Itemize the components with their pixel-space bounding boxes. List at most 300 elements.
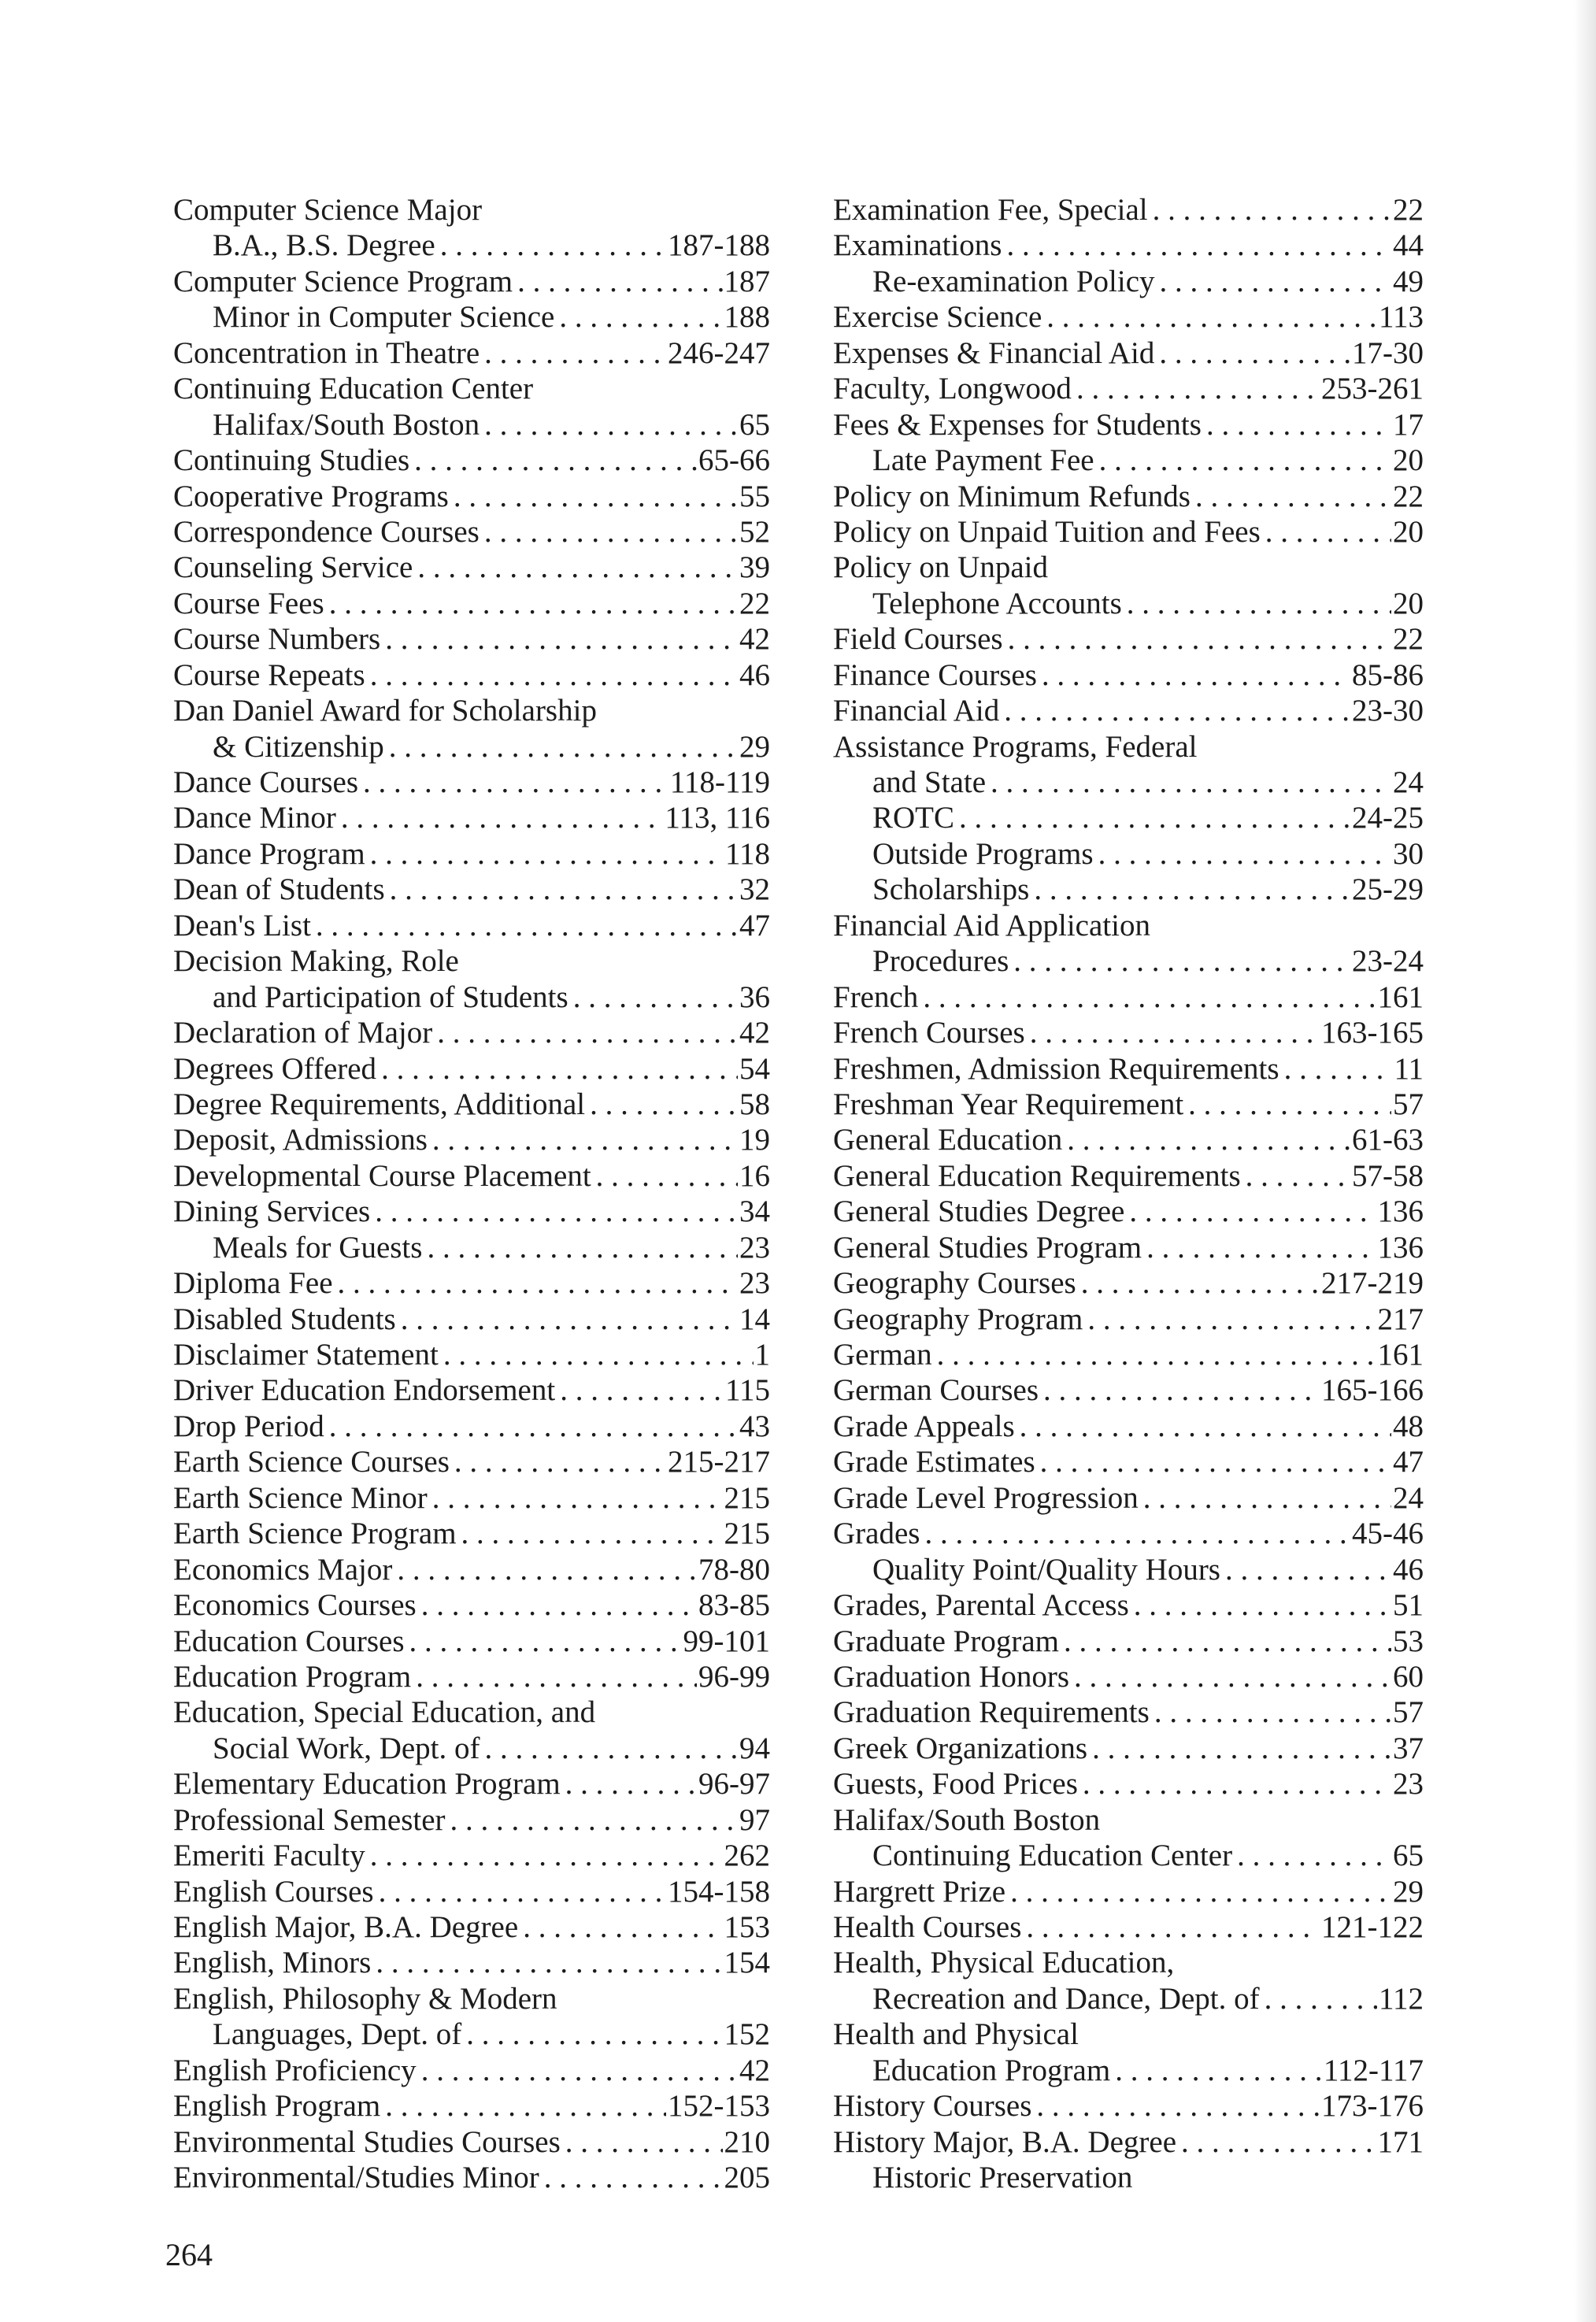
index-entry-pages: 46 xyxy=(1393,1552,1424,1587)
dot-leader xyxy=(932,1337,1376,1372)
index-entry xyxy=(173,228,770,263)
index-entry-pages: 23-30 xyxy=(1352,694,1424,728)
index-entry-pages: 171 xyxy=(1377,2124,1424,2159)
index-entry-label: Dance Courses xyxy=(173,765,359,799)
index-entry xyxy=(173,407,770,443)
index-entry xyxy=(833,586,1424,621)
index-entry xyxy=(833,1838,1424,1873)
index-entry-pages: 20 xyxy=(1393,586,1424,620)
index-entry-label: English, Minors xyxy=(173,1946,372,1980)
dot-leader xyxy=(1015,1409,1391,1444)
index-entry xyxy=(173,1194,770,1229)
index-entry-label: Grade Appeals xyxy=(833,1409,1015,1443)
index-entry-pages: 205 xyxy=(724,2161,770,2195)
index-entry xyxy=(173,1480,770,1516)
index-entry xyxy=(833,1909,1424,1945)
index-entry-label: Grade Level Progression xyxy=(833,1480,1139,1515)
index-entry-label: Driver Education Endorsement xyxy=(173,1373,556,1408)
index-entry-pages: 57 xyxy=(1393,1695,1424,1730)
index-entry-label: Course Numbers xyxy=(173,622,381,657)
index-entry-pages: 36 xyxy=(739,980,770,1014)
index-entry-pages: 65 xyxy=(739,407,770,442)
index-entry-pages: 154-158 xyxy=(668,1874,770,1909)
index-entry-pages: 20 xyxy=(1393,514,1424,549)
index-entry-label: Guests, Food Prices xyxy=(833,1767,1078,1802)
dot-leader xyxy=(385,872,738,907)
index-entry-pages: 161 xyxy=(1377,1338,1424,1372)
dot-leader xyxy=(1002,228,1391,263)
dot-leader xyxy=(1076,1265,1320,1301)
index-entry-pages: 115 xyxy=(724,1373,770,1408)
index-entry-pages: 246-247 xyxy=(668,335,770,370)
dot-leader xyxy=(392,1552,697,1587)
dot-leader xyxy=(1062,1122,1350,1157)
index-entry xyxy=(173,2160,770,2195)
dot-leader xyxy=(1122,586,1391,621)
dot-leader xyxy=(1087,1731,1391,1766)
dot-leader xyxy=(439,1337,754,1372)
index-entry xyxy=(833,1480,1424,1516)
index-entry-pages: 136 xyxy=(1377,1194,1424,1229)
index-entry-label: Telephone Accounts xyxy=(872,586,1122,620)
index-entry-label: Professional Semester xyxy=(173,1802,446,1837)
index-entry-label: Halifax/South Boston xyxy=(213,407,480,442)
index-entry-label: Continuing Studies xyxy=(173,443,410,478)
dot-leader xyxy=(461,2016,722,2052)
dot-leader xyxy=(1183,1087,1391,1122)
index-entry xyxy=(833,1587,1424,1623)
index-entry xyxy=(173,1909,770,1945)
index-entry-label: Deposit, Admissions xyxy=(173,1123,428,1157)
index-entry-label: Elementary Education Program xyxy=(173,1767,561,1802)
index-entry-label: Faculty, Longwood xyxy=(833,372,1072,406)
index-entry xyxy=(173,1372,770,1408)
index-entry-label: Assistance Programs, Federal xyxy=(833,729,1198,764)
index-entry xyxy=(173,550,770,585)
index-entry xyxy=(173,371,770,406)
index-entry-pages: 58 xyxy=(739,1087,770,1121)
dot-leader xyxy=(409,443,697,478)
index-entry xyxy=(833,1731,1424,1766)
index-entry-label: Health Courses xyxy=(833,1910,1022,1944)
index-entry-label: Graduation Requirements xyxy=(833,1695,1150,1730)
index-entry-label: Social Work, Dept. of xyxy=(213,1731,480,1765)
dot-leader xyxy=(539,2160,723,2195)
dot-leader xyxy=(405,1624,682,1659)
index-entry-label: Field Courses xyxy=(833,622,1003,657)
index-entry-pages: 47 xyxy=(1393,1445,1424,1479)
index-entry-pages: 97 xyxy=(739,1802,770,1837)
dot-leader xyxy=(336,800,664,835)
index-entry-pages: 34 xyxy=(739,1194,770,1229)
index-entry-pages: 152-153 xyxy=(668,2089,770,2124)
index-entry-label: Drop Period xyxy=(173,1409,324,1443)
index-entry xyxy=(173,1874,770,1909)
index-entry xyxy=(173,1552,770,1587)
dot-leader xyxy=(1005,1874,1391,1909)
index-entry xyxy=(833,264,1424,299)
index-entry xyxy=(173,1158,770,1194)
index-entry-label: Cooperative Programs xyxy=(173,479,449,513)
index-entry-label: Earth Science Program xyxy=(173,1517,457,1551)
dot-leader xyxy=(561,1766,697,1802)
dot-leader xyxy=(1124,1194,1376,1229)
index-entry xyxy=(833,657,1424,693)
dot-leader xyxy=(1154,335,1350,371)
dot-leader xyxy=(1261,514,1391,550)
index-entry-pages: 187 xyxy=(724,264,770,298)
index-entry xyxy=(173,514,770,550)
dot-leader xyxy=(1220,1552,1391,1587)
index-entry xyxy=(833,1158,1424,1194)
index-entry xyxy=(173,2124,770,2160)
index-entry-label: Late Payment Fee xyxy=(872,443,1094,478)
index-entry xyxy=(173,1516,770,1551)
index-entry-label: Health and Physical xyxy=(833,2017,1079,2052)
dot-leader xyxy=(1035,1444,1391,1479)
index-entry xyxy=(173,299,770,335)
index-entry-pages: 61-63 xyxy=(1352,1123,1424,1157)
index-entry xyxy=(833,1624,1424,1659)
index-entry-pages: 23 xyxy=(1393,1767,1424,1802)
index-entry-pages: 78-80 xyxy=(698,1552,770,1587)
index-entry-label: Financial Aid xyxy=(833,694,1000,728)
dot-leader xyxy=(986,765,1391,800)
index-entry-label: Degree Requirements, Additional xyxy=(173,1087,586,1121)
index-entry xyxy=(173,1409,770,1444)
index-entry-pages: 161 xyxy=(1377,980,1424,1014)
dot-leader xyxy=(1094,443,1391,478)
dot-leader xyxy=(1191,479,1391,514)
index-entry xyxy=(173,657,770,693)
index-entry-label: Course Repeats xyxy=(173,657,365,692)
index-entry xyxy=(833,371,1424,406)
index-entry-pages: 112-117 xyxy=(1323,2053,1424,2087)
dot-leader xyxy=(1021,1909,1320,1945)
index-entry-label: Dance Program xyxy=(173,836,365,871)
dot-leader xyxy=(554,299,722,335)
index-entry-pages: 49 xyxy=(1393,264,1424,298)
index-entry xyxy=(173,1945,770,1980)
index-entry xyxy=(833,299,1424,335)
index-entry-pages: 23 xyxy=(739,1266,770,1301)
index-entry-label: Grades xyxy=(833,1517,920,1551)
index-entry-pages: 42 xyxy=(739,2053,770,2087)
dot-leader xyxy=(1031,2088,1320,2124)
index-entry xyxy=(833,479,1424,514)
dot-leader xyxy=(480,1731,739,1766)
dot-leader xyxy=(1260,1981,1377,2016)
dot-leader xyxy=(365,657,738,693)
index-entry-label: Disclaimer Statement xyxy=(173,1338,439,1372)
index-column-right xyxy=(833,192,1424,2196)
index-entry-label: Graduation Honors xyxy=(833,1659,1070,1694)
index-entry-label: Grades, Parental Access xyxy=(833,1588,1129,1623)
dot-leader xyxy=(435,228,666,263)
dot-leader xyxy=(376,1051,738,1087)
index-entry xyxy=(833,2016,1424,2052)
index-entry xyxy=(173,729,770,765)
index-entry xyxy=(173,2053,770,2088)
page-number: 264 xyxy=(165,2237,213,2272)
index-entry xyxy=(833,1015,1424,1050)
index-entry xyxy=(833,1444,1424,1479)
dot-leader xyxy=(1232,1838,1391,1873)
index-entry xyxy=(833,908,1424,943)
index-entry-label: Earth Science Minor xyxy=(173,1480,428,1515)
index-entry-label: Exercise Science xyxy=(833,300,1042,335)
index-entry-label: Education Program xyxy=(173,1659,412,1694)
index-entry xyxy=(173,586,770,621)
index-column-left xyxy=(173,192,770,2196)
index-entry xyxy=(833,729,1424,765)
index-entry xyxy=(173,1122,770,1157)
dot-leader xyxy=(1029,872,1350,907)
index-entry-label: Outside Programs xyxy=(872,836,1094,871)
dot-leader xyxy=(422,1230,738,1265)
index-entry-pages: 46 xyxy=(739,657,770,692)
index-entry-pages: 152 xyxy=(724,2017,770,2052)
index-entry-label: Minor in Computer Science xyxy=(213,300,555,335)
index-entry xyxy=(173,479,770,514)
index-entry xyxy=(173,1587,770,1623)
index-entry-pages: 94 xyxy=(739,1731,770,1765)
index-entry-pages: 215 xyxy=(724,1517,770,1551)
index-entry-pages: 17-30 xyxy=(1352,335,1424,370)
index-entry xyxy=(833,550,1424,585)
index-entry-pages: 85-86 xyxy=(1352,657,1424,692)
index-entry-label: Examinations xyxy=(833,228,1002,263)
dot-leader xyxy=(561,2124,723,2160)
dot-leader xyxy=(1003,621,1391,657)
index-entry xyxy=(833,836,1424,872)
index-entry xyxy=(833,1945,1424,1980)
index-entry-label: Environmental Studies Courses xyxy=(173,2124,561,2159)
index-entry-pages: 118-119 xyxy=(669,765,770,799)
index-entry-label: Correspondence Courses xyxy=(173,514,480,549)
index-entry-label: Quality Point/Quality Hours xyxy=(872,1552,1220,1587)
index-entry-label: Degrees Offered xyxy=(173,1051,377,1086)
index-entry-pages: 96-99 xyxy=(698,1659,770,1694)
dot-leader xyxy=(1155,264,1391,299)
index-entry xyxy=(173,264,770,299)
dot-leader xyxy=(568,980,738,1015)
index-entry xyxy=(173,2016,770,2052)
index-entry-pages: 165-166 xyxy=(1321,1373,1424,1408)
index-entry-pages: 136 xyxy=(1377,1230,1424,1265)
index-entry xyxy=(833,2053,1424,2088)
index-entry-label: Historic Preservation xyxy=(872,2161,1133,2195)
index-entry-pages: 1 xyxy=(754,1338,770,1372)
index-entry xyxy=(833,943,1424,979)
index-entry-pages: 55 xyxy=(739,479,770,513)
index-entry-label: Health, Physical Education, xyxy=(833,1946,1175,1980)
index-entry xyxy=(833,621,1424,657)
index-entry-pages: 65-66 xyxy=(698,443,770,478)
index-entry xyxy=(833,1694,1424,1730)
index-entry xyxy=(833,1337,1424,1372)
index-entry xyxy=(173,1624,770,1659)
dot-leader xyxy=(1078,1766,1391,1802)
index-entry-label: French xyxy=(833,980,919,1014)
dot-leader xyxy=(1139,1480,1391,1516)
index-entry xyxy=(173,980,770,1015)
index-entry-label: Hargrett Prize xyxy=(833,1874,1006,1909)
index-entry xyxy=(833,1766,1424,1802)
index-entry-pages: 29 xyxy=(739,729,770,764)
index-entry xyxy=(173,1015,770,1050)
index-entry-label: Freshman Year Requirement xyxy=(833,1087,1184,1121)
index-entry xyxy=(833,407,1424,443)
dot-leader xyxy=(413,550,738,585)
dot-leader xyxy=(370,1194,738,1229)
index-entry xyxy=(833,1409,1424,1444)
index-entry-label: Dan Daniel Award for Scholarship xyxy=(173,694,597,728)
index-entry xyxy=(173,765,770,800)
index-entry xyxy=(173,443,770,478)
index-entry xyxy=(173,1265,770,1301)
index-entry-pages: 11 xyxy=(1394,1051,1424,1086)
index-entry-label: Continuing Education Center xyxy=(872,1839,1233,1873)
dot-leader xyxy=(1042,299,1377,335)
dot-leader xyxy=(999,693,1350,728)
index-entry xyxy=(833,1874,1424,1909)
index-entry-label: Earth Science Courses xyxy=(173,1445,450,1479)
index-entry xyxy=(833,2124,1424,2160)
index-entry xyxy=(833,2160,1424,2195)
index-entry xyxy=(833,1230,1424,1265)
index-entry xyxy=(833,192,1424,228)
index-entry xyxy=(833,765,1424,800)
index-entry-pages: 210 xyxy=(724,2124,770,2159)
index-entry-label: Policy on Unpaid Tuition and Fees xyxy=(833,514,1261,549)
index-entry-label: English Major, B.A. Degree xyxy=(173,1910,519,1944)
index-entry xyxy=(173,192,770,228)
index-entry-pages: 96-97 xyxy=(698,1767,770,1802)
index-entry-label: Dining Services xyxy=(173,1194,371,1229)
index-entry xyxy=(833,1194,1424,1229)
index-entry xyxy=(173,693,770,728)
index-entry-label: Education Courses xyxy=(173,1624,405,1658)
dot-leader xyxy=(1148,192,1391,228)
index-entry-label: Dean's List xyxy=(173,908,311,943)
dot-leader xyxy=(954,800,1350,835)
index-entry-pages: 215 xyxy=(724,1480,770,1515)
dot-leader xyxy=(480,407,738,443)
page-edge-shadow xyxy=(1574,0,1596,2322)
index-entry xyxy=(833,2088,1424,2124)
dot-leader xyxy=(1279,1051,1393,1087)
index-entry xyxy=(173,1731,770,1766)
dot-leader xyxy=(1110,2053,1322,2088)
index-entry-label: English Proficiency xyxy=(173,2053,417,2087)
index-entry-pages: 24 xyxy=(1393,1480,1424,1515)
index-entry-label: Scholarships xyxy=(872,872,1030,907)
dot-leader xyxy=(333,1265,738,1301)
index-entry-label: Computer Science Program xyxy=(173,264,513,298)
index-entry-label: General Studies Program xyxy=(833,1230,1142,1265)
index-entry-pages: 43 xyxy=(739,1409,770,1443)
index-entry-label: Freshmen, Admission Requirements xyxy=(833,1051,1279,1086)
index-entry-label: History Major, B.A. Degree xyxy=(833,2124,1177,2159)
index-entry-pages: 24-25 xyxy=(1352,801,1424,835)
index-entry xyxy=(833,1051,1424,1087)
index-entry-pages: 16 xyxy=(739,1158,770,1193)
index-entry xyxy=(173,836,770,872)
index-entry xyxy=(173,1051,770,1087)
index-entry-pages: 217-219 xyxy=(1321,1266,1424,1301)
dot-leader xyxy=(1025,1015,1320,1050)
index-entry xyxy=(833,693,1424,728)
dot-leader xyxy=(1129,1587,1391,1623)
dot-leader xyxy=(380,621,738,657)
index-entry-pages: 173-176 xyxy=(1321,2089,1424,2124)
dot-leader xyxy=(585,1087,738,1122)
index-entry-label: Re-examination Policy xyxy=(872,264,1155,298)
index-entry-pages: 14 xyxy=(739,1302,770,1336)
dot-leader xyxy=(396,1302,738,1337)
index-entry-label: & Citizenship xyxy=(213,729,384,764)
index-entry-pages: 65 xyxy=(1393,1839,1424,1873)
index-entry-pages: 30 xyxy=(1393,836,1424,871)
index-entry-pages: 57 xyxy=(1393,1087,1424,1121)
index-entry-pages: 154 xyxy=(724,1946,770,1980)
dot-leader xyxy=(513,264,722,299)
dot-leader xyxy=(480,335,666,371)
dot-leader xyxy=(1094,836,1391,872)
index-entry-pages: 253-261 xyxy=(1321,372,1424,406)
index-entry-label: Dean of Students xyxy=(173,872,385,907)
index-entry-pages: 187-188 xyxy=(668,228,770,263)
dot-leader xyxy=(417,1587,697,1623)
index-entry xyxy=(173,2088,770,2124)
index-entry-label: Grade Estimates xyxy=(833,1445,1035,1479)
index-entry xyxy=(833,514,1424,550)
index-entry-pages: 118 xyxy=(724,836,770,871)
index-entry-label: English Courses xyxy=(173,1874,374,1909)
index-entry xyxy=(833,1552,1424,1587)
index-entry-label: Geography Program xyxy=(833,1302,1083,1336)
dot-leader xyxy=(432,1015,738,1050)
index-entry-pages: 215-217 xyxy=(668,1445,770,1479)
index-entry-pages: 22 xyxy=(739,586,770,620)
index-entry-label: Decision Making, Role xyxy=(173,944,459,979)
index-entry-pages: 121-122 xyxy=(1321,1910,1424,1944)
index-entry-pages: 22 xyxy=(1393,479,1424,513)
index-entry-label: Finance Courses xyxy=(833,657,1037,692)
dot-leader xyxy=(450,1444,666,1479)
index-entry xyxy=(173,1337,770,1372)
index-entry-label: Declaration of Major xyxy=(173,1016,433,1050)
dot-leader xyxy=(1083,1302,1376,1337)
index-entry-pages: 217 xyxy=(1377,1302,1424,1336)
index-entry xyxy=(833,872,1424,907)
index-entry xyxy=(173,872,770,907)
index-entry-label: Procedures xyxy=(872,944,1009,979)
index-entry-label: Course Fees xyxy=(173,586,324,620)
dot-leader xyxy=(480,514,738,550)
index-entry-label: Counseling Service xyxy=(173,550,413,585)
index-entry-pages: 44 xyxy=(1393,228,1424,263)
index-entry-label: English, Philosophy & Modern xyxy=(173,1981,557,2016)
index-entry-pages: 54 xyxy=(739,1051,770,1086)
index-entry xyxy=(833,1659,1424,1694)
index-entry-pages: 153 xyxy=(724,1910,770,1944)
dot-leader xyxy=(920,1516,1350,1551)
index-entry xyxy=(833,1372,1424,1408)
dot-leader xyxy=(324,1409,738,1444)
index-entry-label: ROTC xyxy=(872,801,955,835)
